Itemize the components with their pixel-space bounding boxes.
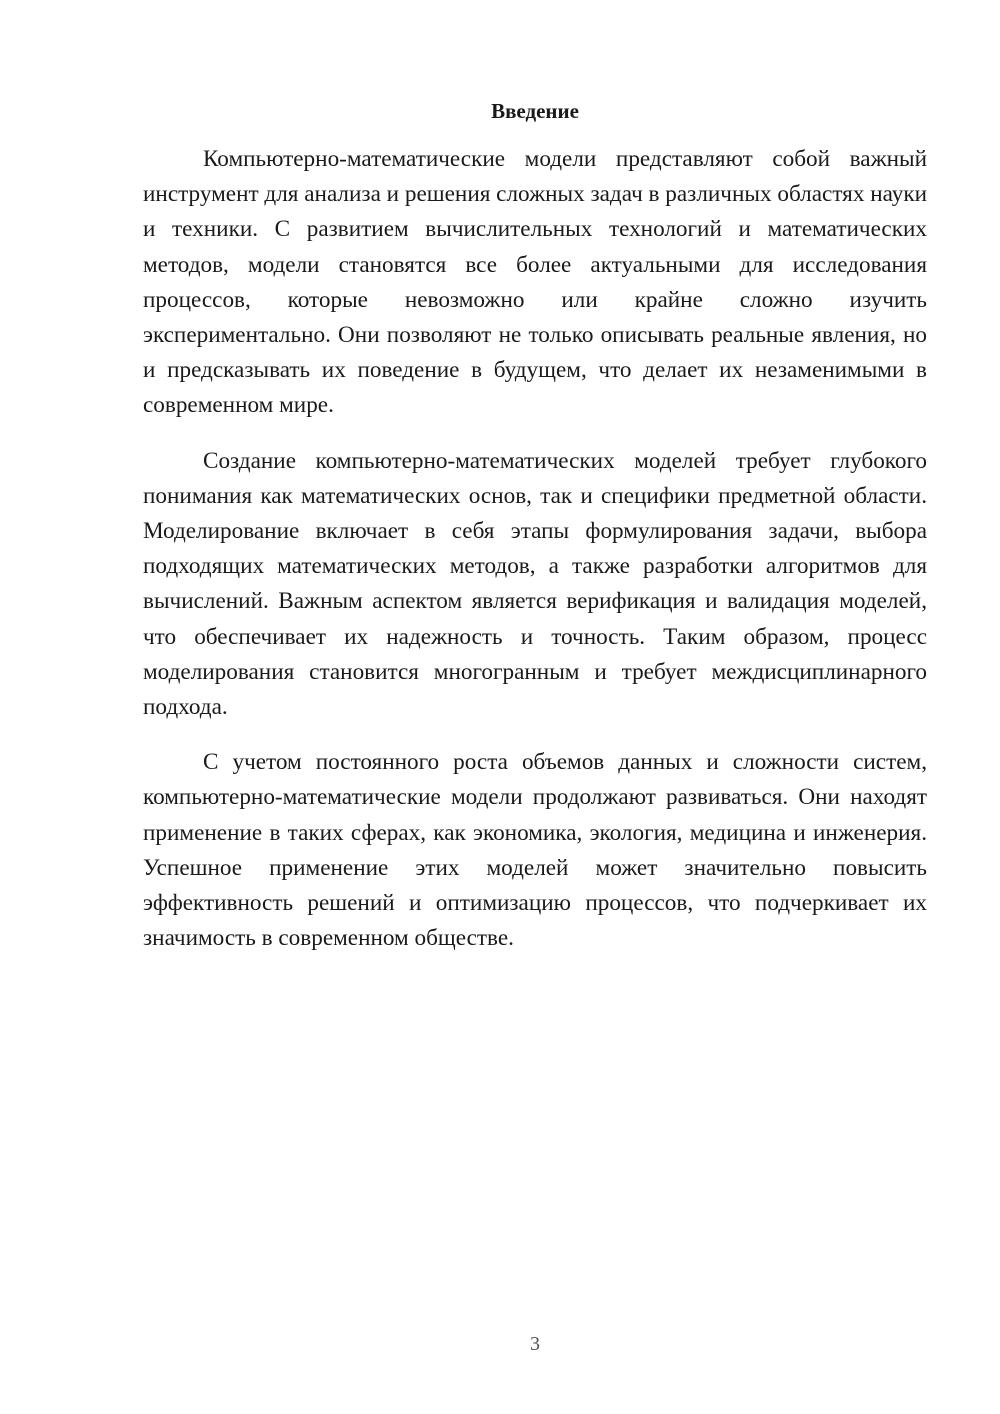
page-heading: Введение [491, 99, 579, 123]
paragraph-1: Компьютерно-математические модели представляют собой важный инструмент для анализа и решения сложных задач в различных областях науки и техники. С развитием вычислительных технологий и математических методов, модели становятся все более актуальными для исследования процессов, которые невозможно или крайне сложно изучить экспериментально. Они позволяют не только описывать реальные явления, но и предсказывать их поведение в будущем, что делает их незаменимыми в современном мире. [143, 146, 927, 419]
body-text [143, 142, 927, 976]
paragraph-2: Создание компьютерно-математических моделей требует глубокого понимания как математических основ, так и специфики предметной области. Моделирование включает в себя этапы формулирования задачи, выбора подходящих математических методов, а также разработки алгоритмов для вычислений. Важным аспектом является верификация и валидация моделей, что обеспечивает их надежность и точность. Таким образом, процесс моделирования становится многогранным и требует междисциплинарного подхода. [143, 447, 927, 721]
paragraph-3: С учетом постоянного роста объемов данных и сложности систем, компьютерно-математические модели продолжают развиваться. Они находят применение в таких сферах, как экономика, экология, медицина и инженерия. Успешное применение этих моделей может значительно повысить эффективность решений и оптимизацию процессов, что подчеркивает их значимость в современном обществе. [143, 749, 927, 952]
page-number: 3 [530, 1333, 540, 1355]
